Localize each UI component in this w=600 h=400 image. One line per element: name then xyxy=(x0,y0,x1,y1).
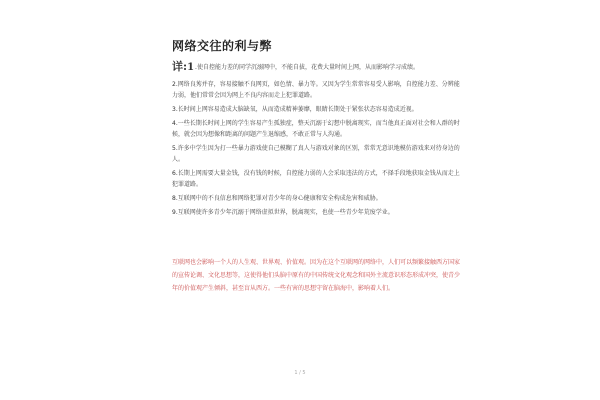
list-item-number: 6 xyxy=(172,170,176,177)
list-item-number: 3 xyxy=(172,106,176,113)
list-item xyxy=(172,207,462,218)
list-item xyxy=(172,168,462,190)
list-item xyxy=(172,118,462,140)
list-item-text: .互联网中的不良信息和网络犯罪对青少年的身心健康和安全构成危害和威胁。 xyxy=(175,195,382,202)
list-item-text: .许多中学生因为打一些暴力游戏使自己模糊了真人与游戏对象的区别，常常无意识地模仿游戏来对待身边的人。 xyxy=(172,145,460,163)
detail-prefix: 详: xyxy=(172,60,188,73)
page-indicator: 1 / 5 xyxy=(294,370,306,376)
list-item xyxy=(172,104,462,115)
list-item-text: .长时间上网容易造成大脑缺氧，从而造成精神萎靡，眼睛长期处于紧张状态容易造成近视。 xyxy=(175,106,418,113)
list-item-number: 5 xyxy=(172,145,176,152)
detail-first-text: .使自控能力差的同学沉溺网中，不能自拔，花费大量时间上网，从而影响学习成绩。 xyxy=(195,64,419,71)
list-item xyxy=(172,143,462,165)
list-item-number: 8 xyxy=(172,195,176,202)
list-item xyxy=(172,193,462,204)
detail-line xyxy=(172,62,462,73)
document-title: 网络交往的利与弊 xyxy=(172,39,273,53)
list-item-text: .长期上网需要大量金钱，没有钱的时候，自控能力弱的人会采取违法的方式，不择手段地获取金钱从而走上犯罪道路。 xyxy=(172,170,460,188)
list-item-text: .网络良莠并存，容易接触不良网页，如色情、暴力等。又因为学生常常容易受人影响，自控能力差、分辨能力弱，他们常常会因为网上不良内容而走上犯罪道路。 xyxy=(172,81,460,99)
drawbacks-list xyxy=(172,79,462,221)
list-item-text: .一些长期长时间上网的学生容易产生孤独症，整天沉溺于幻想中脱离现实，而当他真正面对社会和人群的时候，就会因为想像和距离的问题产生退缩感，不敢正常与人沟通。 xyxy=(172,120,460,138)
list-item-number: 9 xyxy=(172,209,176,216)
detail-first-number: 1 xyxy=(187,62,195,73)
list-item xyxy=(172,79,462,101)
list-item-number: 2 xyxy=(172,81,176,88)
list-item-number: 4 xyxy=(172,120,176,127)
list-item-text: .互联网使许多青少年沉溺于网络虚拟世界，脱离现实，也使一些青少年荒废学业。 xyxy=(175,209,394,216)
closing-paragraph: 互联网也会影响一个人的人生观、世界观、价值观。因为在这个互联网的网络中，人们可以频繁接触西方国家的宣传论调、文化思想等，这使得他们头脑中原有的中国传统文化观念和国外主流意识形态形成冲突，使青少年的价值观产生倾斜，甚至盲从西方。一些有害的思想守留在脑海中，影响着人们。 xyxy=(172,259,461,292)
